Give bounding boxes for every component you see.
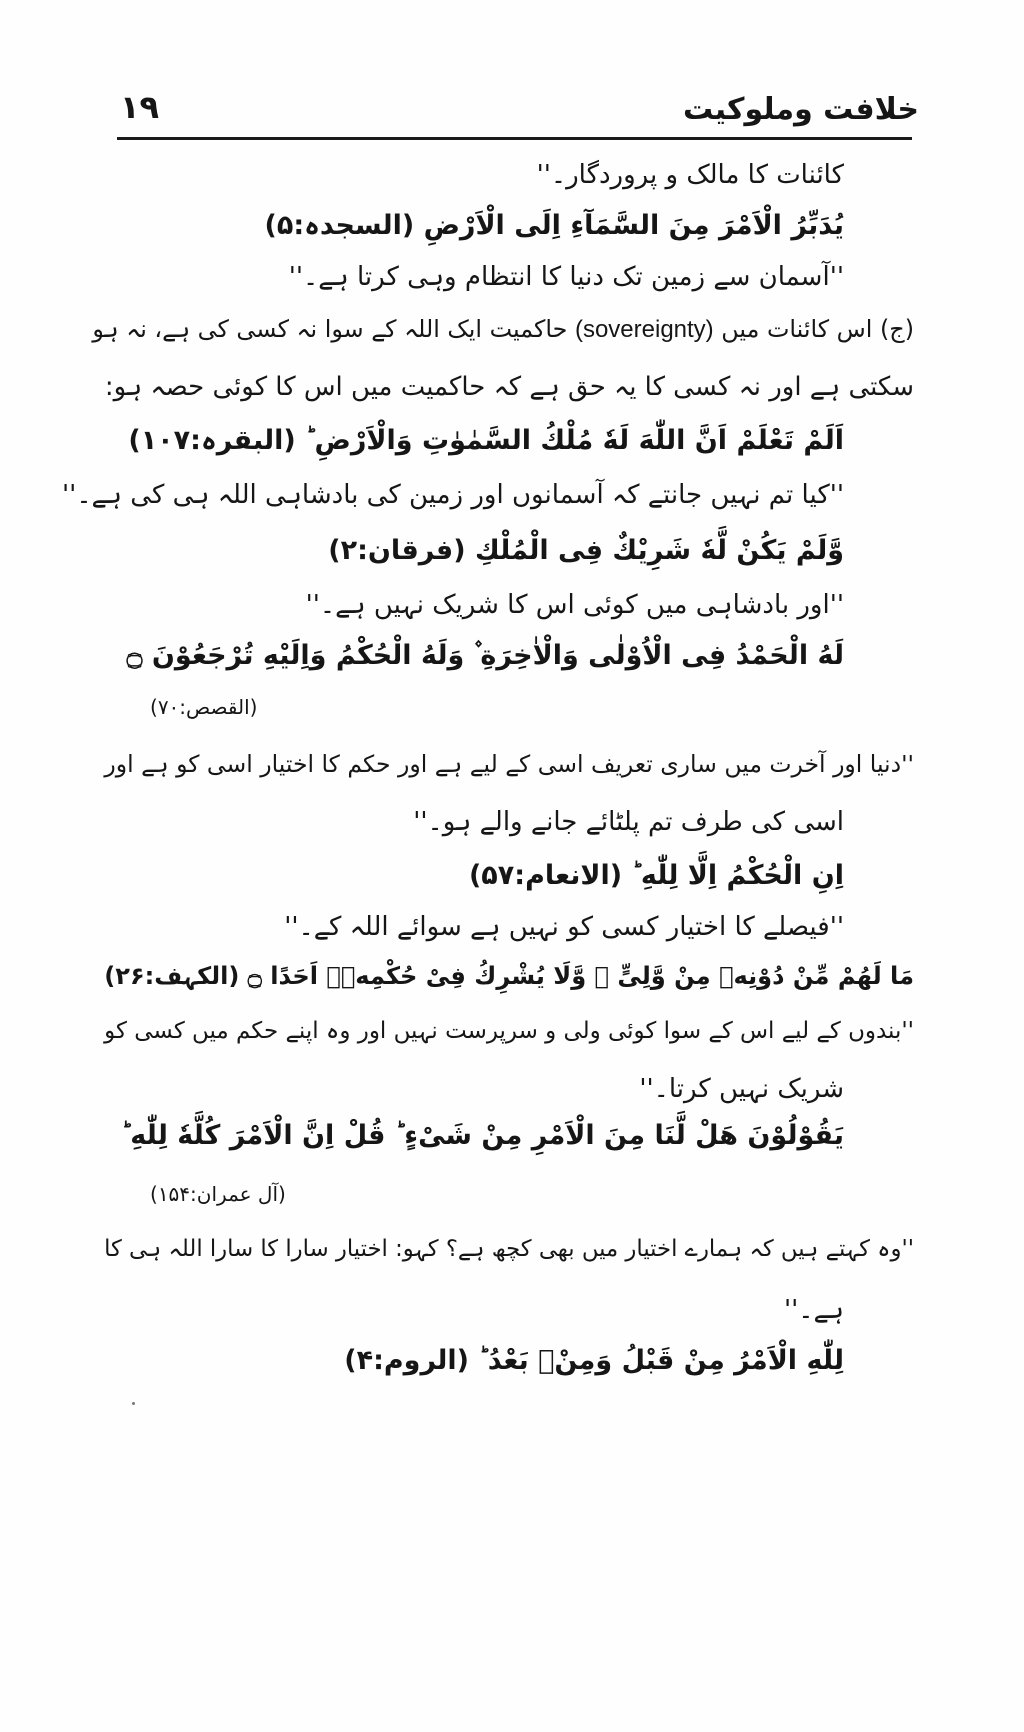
- translation-line-6b: شریک نہیں کرتا۔'': [639, 1074, 844, 1104]
- translation-line-2: ''کیا تم نہیں جانتے کہ آسمانوں اور زمین کی بادشاہی اللہ ہی کی ہے۔'': [62, 480, 844, 510]
- translation-line-5: ''فیصلے کا اختیار کسی کو نہیں ہے سوائے اللہ کے۔'': [284, 912, 844, 942]
- translation-line-1: ''آسمان سے زمین تک دنیا کا انتظام وہی کرتا ہے۔'': [288, 262, 844, 292]
- arabic-verse-6: مَا لَهُمْ مِّنْ دُوْنِهٖ مِنْ وَّلِیٍّ ۫ وَّلَا یُشْرِكُ فِیْ حُكْمِهٖۤ اَحَدًا ۝ (الکہف:۲۶): [104, 962, 914, 990]
- arabic-verse-7: یَقُوْلُوْنَ هَلْ لَّنَا مِنَ الْاَمْرِ مِنْ شَیْءٍ ؕ قُلْ اِنَّ الْاَمْرَ كُلَّهٗ لِلّٰهِ ؕ: [120, 1120, 844, 1151]
- arabic-verse-3: وَّلَمْ یَکُنْ لَّهٗ شَرِیْكٌ فِی الْمُلْكِ (فرقان:۲): [328, 535, 844, 566]
- translation-line-7a: ''وہ کہتے ہیں کہ ہمارے اختیار میں بھی کچھ ہے؟ کہو: اختیار سارا کا سارا اللہ ہی کا: [104, 1236, 914, 1262]
- translation-line-6a: ''بندوں کے لیے اس کے سوا کوئی ولی و سرپرست نہیں اور وہ اپنے حکم میں کسی کو: [104, 1018, 914, 1044]
- translation-line-4a: ''دنیا اور آخرت میں ساری تعریف اسی کے لیے ہے اور حکم کا اختیار اسی کو ہے اور: [104, 750, 914, 778]
- translation-line-4b: اسی کی طرف تم پلٹائے جانے والے ہو۔'': [413, 807, 844, 837]
- verse-reference-qasas: (القصص:۷۰): [150, 695, 258, 719]
- translation-line-7b: ہے۔'': [784, 1295, 844, 1325]
- arabic-verse-1: یُدَبِّرُ الْاَمْرَ مِنَ السَّمَآءِ اِلَی الْاَرْضِ (السجدہ:۵): [264, 210, 844, 241]
- arabic-verse-5: اِنِ الْحُكْمُ اِلَّا لِلّٰهِ ؕ (الانعام:۵۷): [468, 860, 844, 891]
- sovereignty-term: (sovereignty): [574, 316, 714, 343]
- arabic-verse-8: لِلّٰهِ الْاَمْرُ مِنْ قَبْلُ وَمِنْۢ بَعْدُ ؕ (الروم:۴): [344, 1345, 844, 1376]
- running-header-title: خلافت وملوکیت: [683, 92, 919, 127]
- arabic-verse-2: اَلَمْ تَعْلَمْ اَنَّ اللّٰهَ لَهٗ مُلْكُ السَّمٰوٰتِ وَالْاَرْضِ ؕ (البقرہ:۱۰۷): [128, 425, 844, 456]
- text-line-1: کائنات کا مالک و پروردگار۔'': [536, 160, 844, 190]
- header-rule: [117, 137, 912, 140]
- verse-reference-aal-imran: (آل عمران:۱۵۴): [150, 1182, 286, 1206]
- paragraph-j-line-1: (ج) اس کائنات میں (sovereignty) حاکمیت ایک اللہ کے سوا نہ کسی کی ہے، نہ ہو: [92, 315, 914, 343]
- paragraph-j-line-2: سکتی ہے اور نہ کسی کا یہ حق ہے کہ حاکمیت میں اس کا کوئی حصہ ہو:: [104, 372, 914, 402]
- arabic-verse-4: لَهُ الْحَمْدُ فِی الْاُوْلٰی وَالْاٰخِرَةِ ۫ وَلَهُ الْحُكْمُ وَاِلَیْهِ تُرْجَعُوْنَ ۝: [126, 640, 844, 671]
- paper-speck: [132, 1402, 135, 1405]
- page-number: ۱۹: [120, 88, 160, 126]
- translation-line-3: ''اور بادشاہی میں کوئی اس کا شریک نہیں ہے۔'': [305, 590, 844, 620]
